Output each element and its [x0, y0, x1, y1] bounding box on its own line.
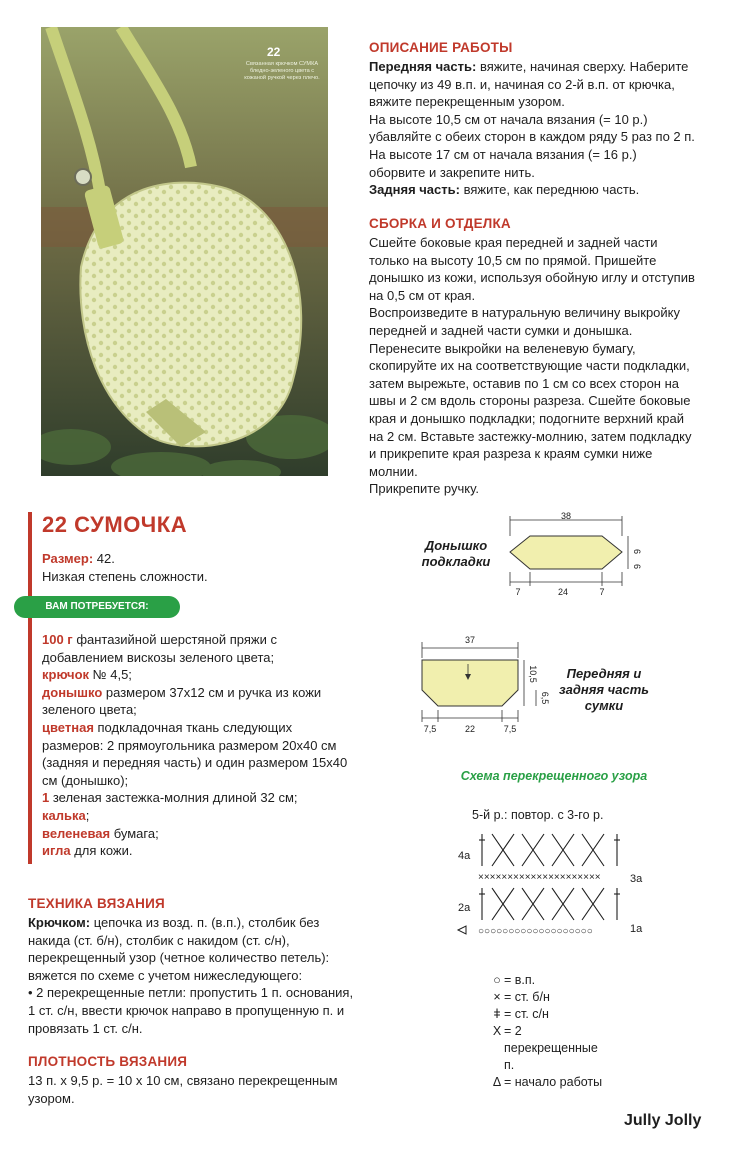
diagram1-bottom-dim: 7 [599, 587, 605, 597]
legend [490, 972, 610, 1091]
material-bold: 1 [42, 790, 50, 806]
page-title: 22 СУМОЧКА [42, 512, 188, 537]
diagram2-side2-dim: 6,5 [540, 691, 550, 705]
diagram2-top-dim: 37 [464, 635, 476, 645]
legend-text: = 2 перекрещенные п. [504, 1024, 598, 1072]
legend-item [490, 1006, 610, 1023]
material-text: бумага; [110, 825, 159, 841]
material-bold: калька [42, 807, 86, 823]
diagram1-side-dim: 6 [632, 549, 642, 555]
photo-number: 22 [267, 45, 281, 59]
size-block [42, 550, 342, 585]
row-label: 2а [458, 902, 471, 914]
material-bold: игла [42, 843, 71, 859]
density-heading: ПЛОТНОСТЬ ВЯЗАНИЯ [28, 1054, 188, 1069]
brand-watermark: Jully Jolly [624, 1112, 702, 1129]
crossed-stitch-chart [452, 826, 662, 946]
photo-caption: Связанная крючком СУМКА бледно-зеленого цвета с кожаной ручкой через плечо. [244, 61, 320, 81]
material-bold: 100 г [42, 632, 73, 647]
material-text: для кожи. [70, 843, 133, 859]
row-label: 4а [458, 850, 471, 862]
material-bold: крючок [42, 667, 90, 683]
assembly-p3: Прикрепите ручку. [369, 481, 479, 497]
work-p2: На высоте 10,5 см от начала вязания (= 10 р.) убавляйте с обеих сторон в каждом ряду 5 раз по 2 п. [369, 111, 695, 145]
scheme-repeat-note: 5-й р.: повтор. с 3-го р. [472, 808, 604, 822]
diagram2-bottom-dim: 22 [464, 724, 476, 734]
diagram2-bottom-dim: 7,5 [503, 724, 517, 734]
technique-bullet: • 2 перекрещенные петли: пропустить 1 п. основания, 1 ст. с/н, ввести крючок направо в пропущенную п. и провязать 1 ст. с/н. [28, 985, 354, 1036]
materials-list [42, 631, 350, 860]
work-p3: На высоте 17 см от начала вязания (= 16 р.) оборвите и закрепите нить. [369, 146, 637, 180]
material-text: № 4,5; [89, 667, 132, 683]
technique-text [28, 914, 354, 1037]
material-text: ; [85, 807, 90, 823]
diagram1-top-dim: 38 [560, 511, 572, 521]
assembly-p2: Воспроизведите в натуральную величину выкройку передней и задней части сумки и донышка. Перенесите выкройки на веленевую бумагу, скопируйте их на соответствующие части подкладки, затем вырежьте, оставив по 1 см со всех сторон на швы и 2 см вдоль стороны разреза. Сшейте боковые края и донышко подкладки; подогните верхний край на 2 см. Вставьте застежку-молнию, затем подкладку и прикрепите края разреза к краям сумки ниже молнии. [369, 305, 692, 479]
legend-item [490, 1074, 610, 1091]
legend-text: = в.п. [504, 973, 536, 987]
assembly-heading: СБОРКА И ОТДЕЛКА [369, 216, 511, 231]
diagram1-label: Донышко подкладки [421, 538, 491, 569]
work-text [369, 58, 695, 199]
svg-text:×××××××××××××××××××××: ××××××××××××××××××××× [478, 872, 601, 883]
double-crochet-icon: ǂ [493, 1007, 501, 1021]
material-text: зеленая застежка-молния длиной 32 см; [49, 790, 298, 806]
back-text: вяжите, как переднюю часть. [459, 182, 640, 198]
diagram2-label: Передняя и задняя часть сумки [559, 666, 649, 713]
title-accent-bar [28, 512, 32, 864]
material-bold: цветная [42, 719, 94, 735]
legend-text: = ст. б/н [504, 990, 550, 1004]
legend-item [490, 989, 610, 1006]
diagram1-bottom-dim: 7 [515, 587, 521, 597]
legend-item [490, 1023, 610, 1074]
assembly-text [369, 234, 695, 498]
diagram2-side1-dim: 10,5 [528, 665, 538, 683]
front-label: Передняя часть: [369, 59, 477, 74]
work-heading: ОПИСАНИЕ РАБОТЫ [369, 40, 513, 55]
chain-stitch-icon: ○ [493, 973, 501, 987]
legend-text: = ст. с/н [504, 1007, 549, 1021]
materials-badge: ВАМ ПОТРЕБУЕТСЯ: [14, 596, 180, 618]
material-text: фантазийной шерстяной пряжи с добавлением вискозы зеленого цвета; [42, 632, 277, 665]
lining-bottom-diagram [500, 506, 650, 606]
front-text: вяжите, начиная сверху. Наберите цепочку из 49 в.п. и, начиная со 2-й в.п. от крючка, вяжите перекрещенным узором. [369, 59, 689, 110]
technique-body: цепочка из возд. п. (в.п.), столбик без накида (ст. б/н), столбик с накидом (ст. с/н), перекрещенный узор (четное количество петель): вяжется по схеме с учетом нижеследующего: [28, 915, 330, 983]
technique-heading: ТЕХНИКА ВЯЗАНИЯ [28, 896, 165, 911]
start-triangle-icon: Δ [492, 1075, 502, 1089]
front-back-diagram [410, 628, 560, 738]
assembly-p1: Сшейте боковые края передней и задней части только на высоту 10,5 см по прямой. Пришейте донышко из кожи, используя обойную иглу и отступив на 0,5 см от края. [369, 235, 695, 303]
material-bold: веленевая [42, 825, 111, 841]
diagram1-side2-dim: 6 [632, 564, 642, 570]
technique-label: Крючком: [28, 915, 91, 930]
diagram2-bottom-dim: 7,5 [423, 724, 437, 734]
legend-text: = начало работы [504, 1075, 603, 1089]
single-crochet-icon: × [493, 990, 501, 1004]
back-label: Задняя часть: [369, 182, 460, 198]
size-value: 42. [93, 551, 115, 566]
difficulty: Низкая степень сложности. [42, 568, 208, 584]
size-label: Размер: [42, 551, 94, 566]
material-bold: донышко [42, 684, 103, 700]
material-text: подкладочная ткань следующих размеров: 2 прямоугольника размером 20x40 см (задняя и передняя часть) и один размером 15x40 см (донышко); [42, 719, 348, 788]
svg-text:○○○○○○○○○○○○○○○○○○○: ○○○○○○○○○○○○○○○○○○○ [478, 926, 593, 937]
diagram1-bottom-dim: 24 [557, 587, 569, 597]
row-label: 3а [630, 873, 643, 885]
product-photo [41, 27, 328, 476]
bag-photo-image [41, 27, 328, 476]
material-text: размером 37x12 см и ручка из кожи зеленого цвета; [42, 684, 322, 718]
row-label: 1а [630, 923, 643, 935]
crossed-stitch-icon: X [492, 1024, 502, 1038]
density-text: 13 п. x 9,5 р. = 10 x 10 см, связано перекрещенным узором. [28, 1073, 338, 1106]
legend-item [490, 972, 610, 989]
scheme-heading: Схема перекрещенного узора [460, 769, 648, 783]
